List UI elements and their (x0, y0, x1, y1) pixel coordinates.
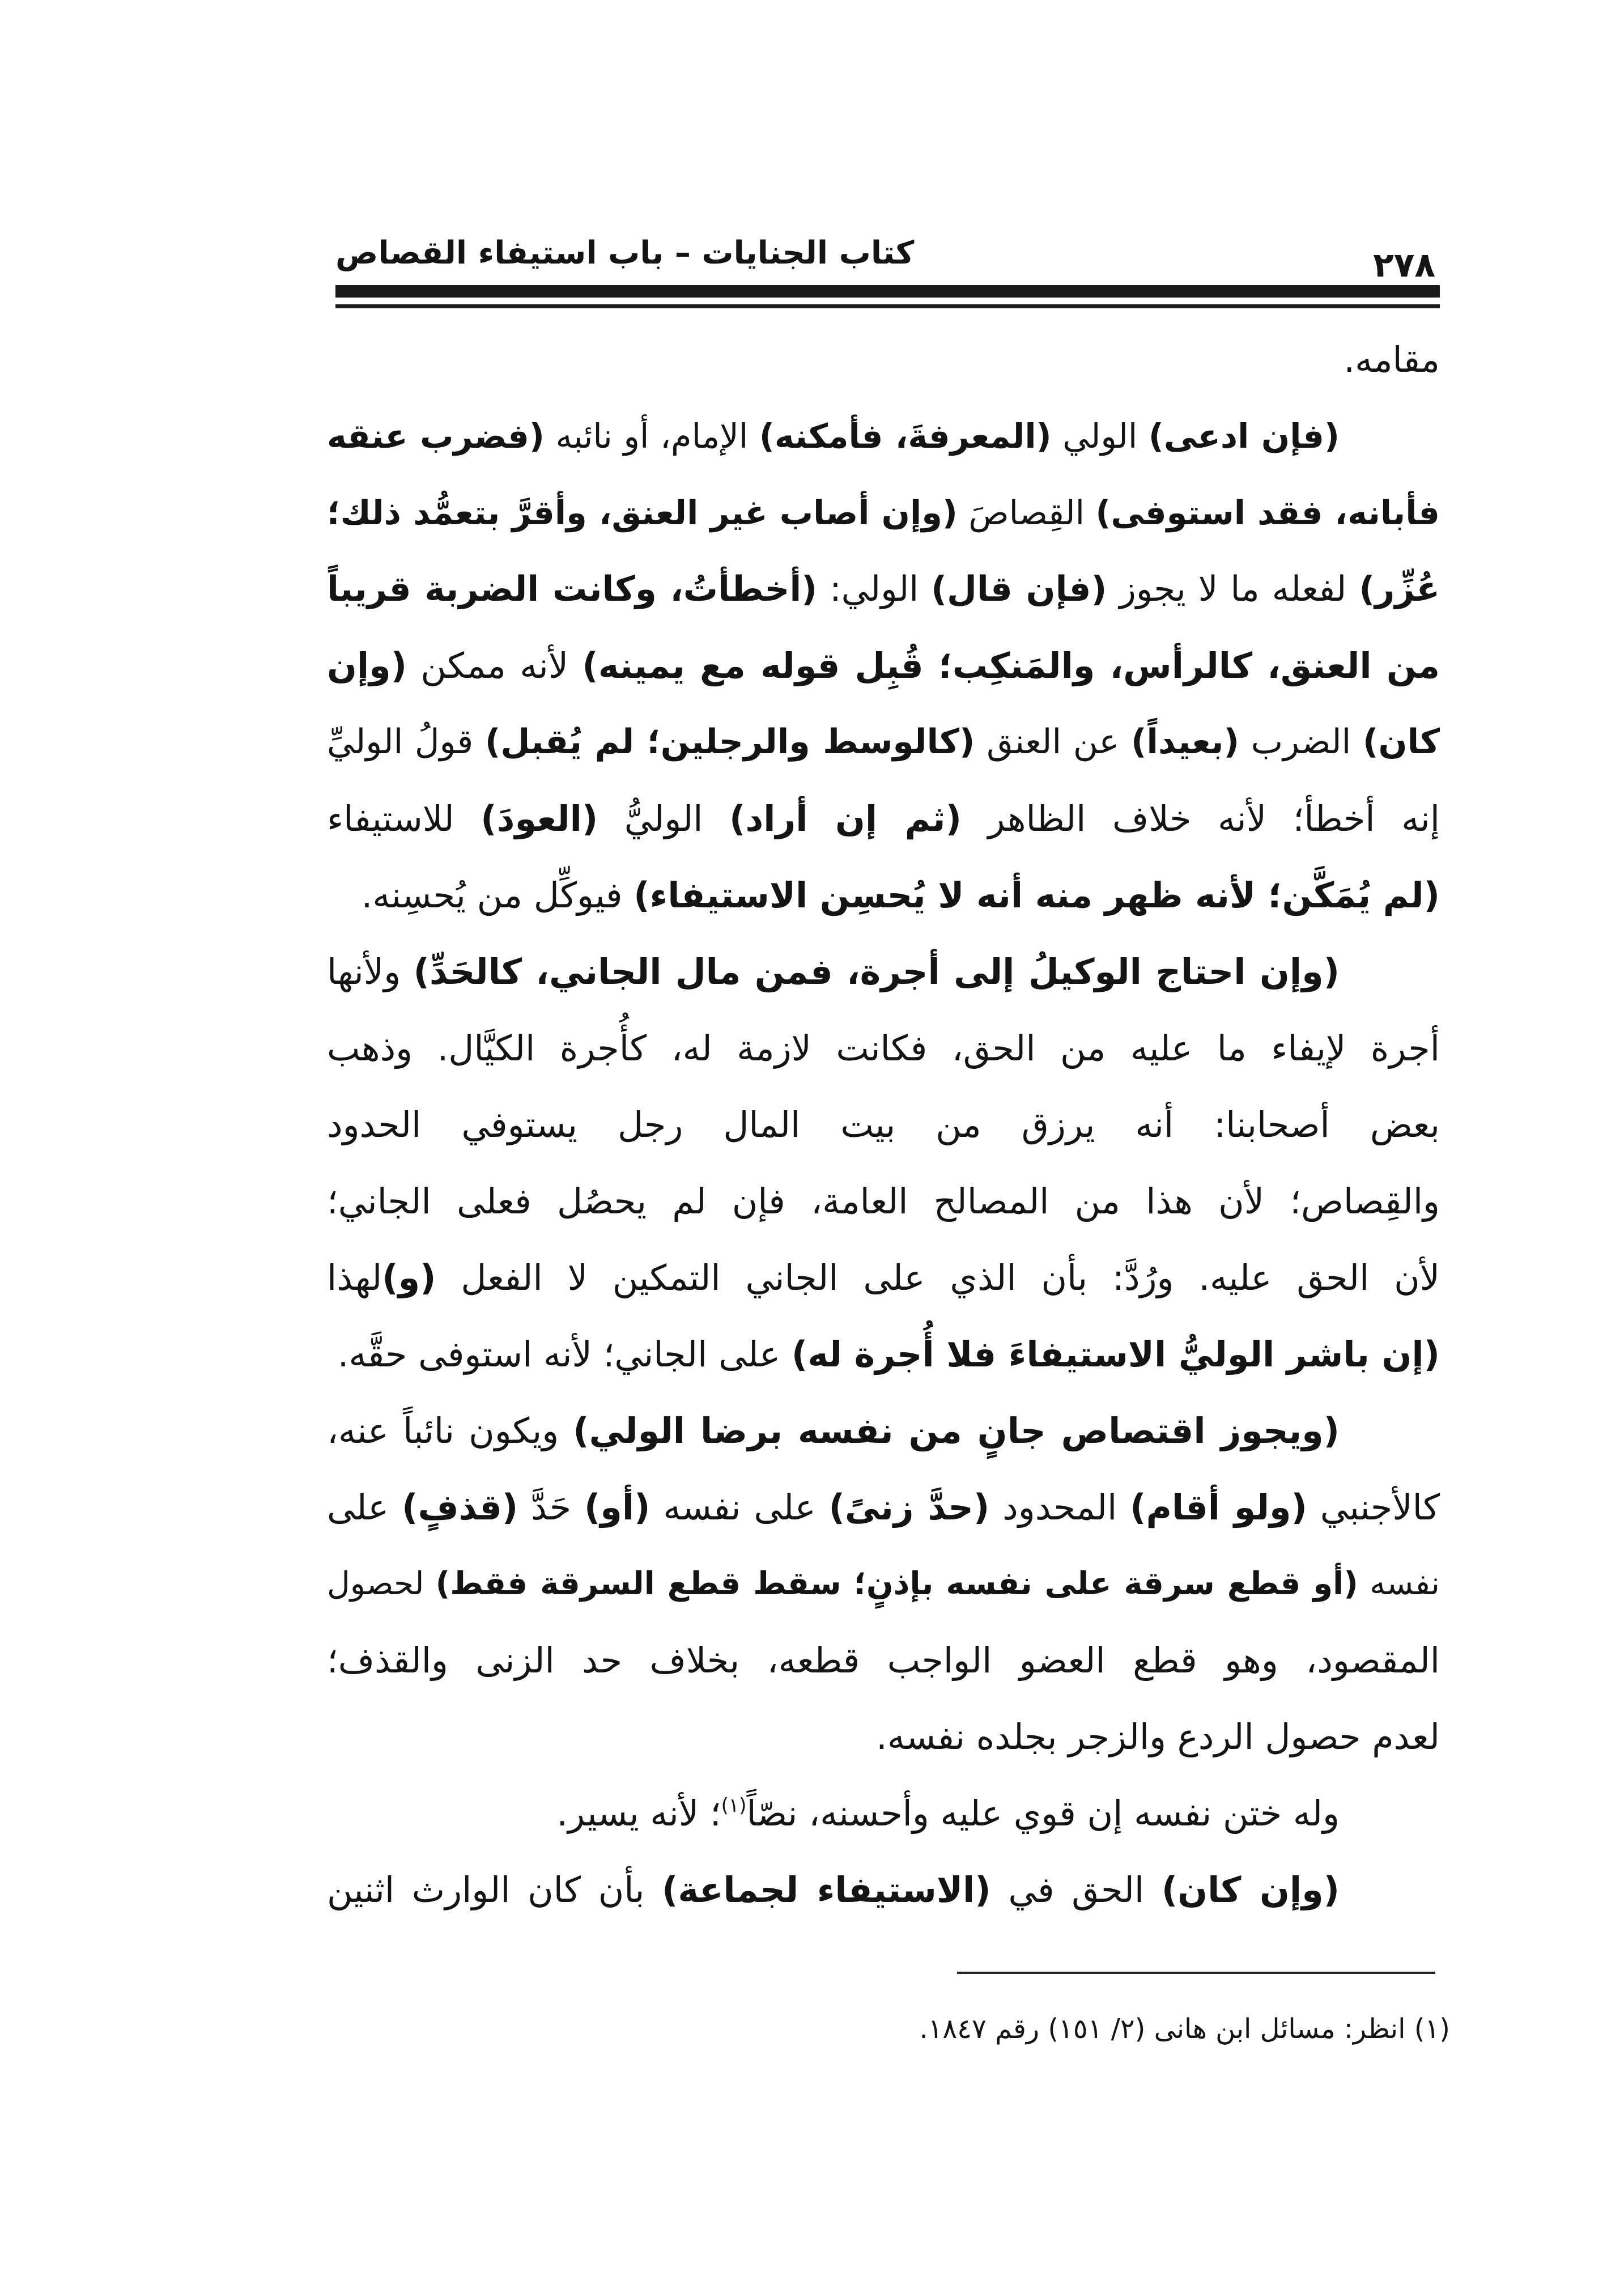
matn-text: (فإن ادعى) (1148, 417, 1340, 456)
commentary-text: لهذا (327, 1257, 382, 1298)
commentary-text: للاستيفاء (327, 798, 481, 839)
matn-text: (ثم إن أراد) (729, 798, 962, 839)
commentary-text: وله ختن نفسه إن قوي عليه وأحسنه، نصّاً (746, 1793, 1340, 1834)
commentary-text: الإمام، أو نائبه (544, 417, 759, 456)
commentary-text: عن العنق (975, 722, 1131, 762)
matn-text: (وإن أصاب غير العنق، وأقرَّ بتعمُّد ذلك؛ (327, 493, 958, 532)
matn-text: (أو) (584, 1487, 651, 1528)
matn-text: (أو قطع سرقة على نفسه بإذنٍ؛ سقط قطع السرقة فقط) (435, 1565, 1358, 1602)
matn-text: (ولو أقام) (1130, 1487, 1307, 1528)
matn-text: (حدَّ زنىً) (828, 1487, 990, 1528)
text-line (327, 1852, 1440, 1928)
commentary-text: إنه أخطأ؛ لأنه خلاف الظاهر (961, 798, 1440, 839)
commentary-text: بأن كان الوارث اثنين (327, 1869, 662, 1910)
text-line (327, 1163, 1440, 1239)
text-line (327, 857, 1440, 933)
matn-text: كان) (1362, 722, 1440, 762)
text-line (327, 321, 1440, 398)
text-line (327, 1316, 1440, 1392)
text-line (327, 627, 1440, 704)
commentary-text: كالأجنبي (1307, 1487, 1440, 1528)
commentary-text: لأنه ممكن (407, 645, 583, 686)
matn-text: (بعيداً) (1131, 722, 1239, 762)
text-line (327, 1086, 1440, 1163)
matn-text: (وإن كان) (1161, 1869, 1340, 1910)
text-line (327, 398, 1440, 474)
matn-text: (فإن قال) (931, 569, 1107, 609)
header-rule-thin (335, 304, 1440, 308)
commentary-text: نفسه (1358, 1565, 1440, 1602)
matn-text: (كالوسط والرجلين؛ لم يُقبل) (484, 722, 975, 762)
text-line (327, 1622, 1440, 1698)
commentary-text: بعض أصحابنا: أنه يرزق من بيت المال رجل يستوفي الحدود (327, 1104, 1440, 1145)
matn-text: من العنق، كالرأس، والمَنكِب؛ قُبِل قوله مع يمينه) (582, 645, 1440, 686)
text-line (327, 704, 1440, 780)
text-line (327, 1239, 1440, 1316)
matn-text: عُزِّر) (1359, 569, 1440, 609)
text-line (327, 1010, 1440, 1086)
commentary-text: حَدَّ (518, 1487, 584, 1528)
commentary-text: فيوكِّل من يُحسِنه. (361, 874, 634, 916)
commentary-text: الولي: (817, 569, 932, 609)
header-rule-thick (335, 285, 1440, 298)
text-line (327, 551, 1440, 627)
matn-text: (وإن (327, 645, 407, 686)
matn-text: (لم يُمَكَّن؛ لأنه ظهر منه أنه لا يُحسِن الاستيفاء) (634, 874, 1440, 916)
text-line (327, 1545, 1440, 1622)
text-line (327, 780, 1440, 857)
commentary-text: لفعله ما لا يجوز (1107, 569, 1359, 609)
commentary-text: الولي (1051, 417, 1149, 456)
matn-text: (أخطأتُ، وكانت الضربة قريباً (327, 569, 818, 609)
body-text (327, 321, 1440, 1928)
commentary-text: المقصود، وهو قطع العضو الواجب قطعه، بخلاف حد الزنى والقذف؛ (327, 1640, 1440, 1681)
commentary-text: ؛ لأنه يسير. (556, 1793, 721, 1834)
commentary-text: لعدم حصول الردع والزجر بجلده نفسه. (876, 1716, 1440, 1757)
commentary-text: الوليُّ (598, 798, 730, 839)
commentary-text: لأن الحق عليه. ورُدَّ: بأن الذي على الجاني التمكين لا الفعل (436, 1257, 1440, 1298)
commentary-text: قولُ الوليِّ (327, 722, 485, 762)
matn-text: (و) (382, 1257, 436, 1298)
footnote: (١) انظر: مسائل ابن هانى (٢/ ١٥١) رقم ١٨٤٧. (919, 2013, 1450, 2045)
commentary-text: والقِصاص؛ لأن هذا من المصالح العامة، فإن لم يحصُل فعلى الجاني؛ (327, 1181, 1440, 1222)
footnote-reference: (١) (721, 1794, 747, 1818)
commentary-text: الضرب (1239, 722, 1363, 762)
running-header-title: كتاب الجنايات – باب استيفاء القصاص (335, 235, 915, 271)
commentary-text: المحدود (989, 1487, 1130, 1528)
text-line (327, 1698, 1440, 1775)
matn-text: (ويجوز اقتصاص جانٍ من نفسه برضا الولي) (573, 1410, 1340, 1451)
text-line (327, 1775, 1440, 1852)
commentary-text: لحصول (327, 1565, 436, 1602)
matn-text: (وإن احتاج الوكيلُ إلى أجرة، فمن مال الجاني، كالحَدِّ) (413, 951, 1340, 992)
text-line (327, 1392, 1440, 1469)
matn-text: (العودَ) (481, 798, 598, 839)
commentary-text: القِصاصَ (957, 493, 1096, 532)
commentary-text: مقامه. (1344, 339, 1440, 380)
matn-text: (المعرفةَ، فأمكنه) (759, 417, 1052, 456)
matn-text: فأبانه، فقد استوفى) (1095, 493, 1440, 532)
matn-text: (إن باشر الوليُّ الاستيفاءَ فلا أُجرة له) (791, 1334, 1440, 1375)
matn-text: (قذفٍ) (402, 1487, 518, 1528)
commentary-text: على الجاني؛ لأنه استوفى حقَّه. (337, 1334, 792, 1375)
footnote-separator (957, 1972, 1435, 1974)
matn-text: (فضرب عنقه (327, 417, 545, 456)
commentary-text: أجرة لإيفاء ما عليه من الحق، فكانت لازمة له، كأُجرة الكيَّال. وذهب (327, 1027, 1440, 1069)
commentary-text: ويكون نائباً عنه، (327, 1410, 573, 1451)
commentary-text: على نفسه (650, 1487, 829, 1528)
text-line (327, 474, 1440, 551)
commentary-text: ولأنها (327, 951, 414, 992)
matn-text: (الاستيفاء لجماعة) (662, 1869, 991, 1910)
text-line (327, 933, 1440, 1010)
text-line (327, 1469, 1440, 1545)
page-number: ٢٧٨ (1373, 245, 1435, 285)
commentary-text: الحق في (990, 1869, 1162, 1910)
commentary-text: على (327, 1487, 402, 1528)
